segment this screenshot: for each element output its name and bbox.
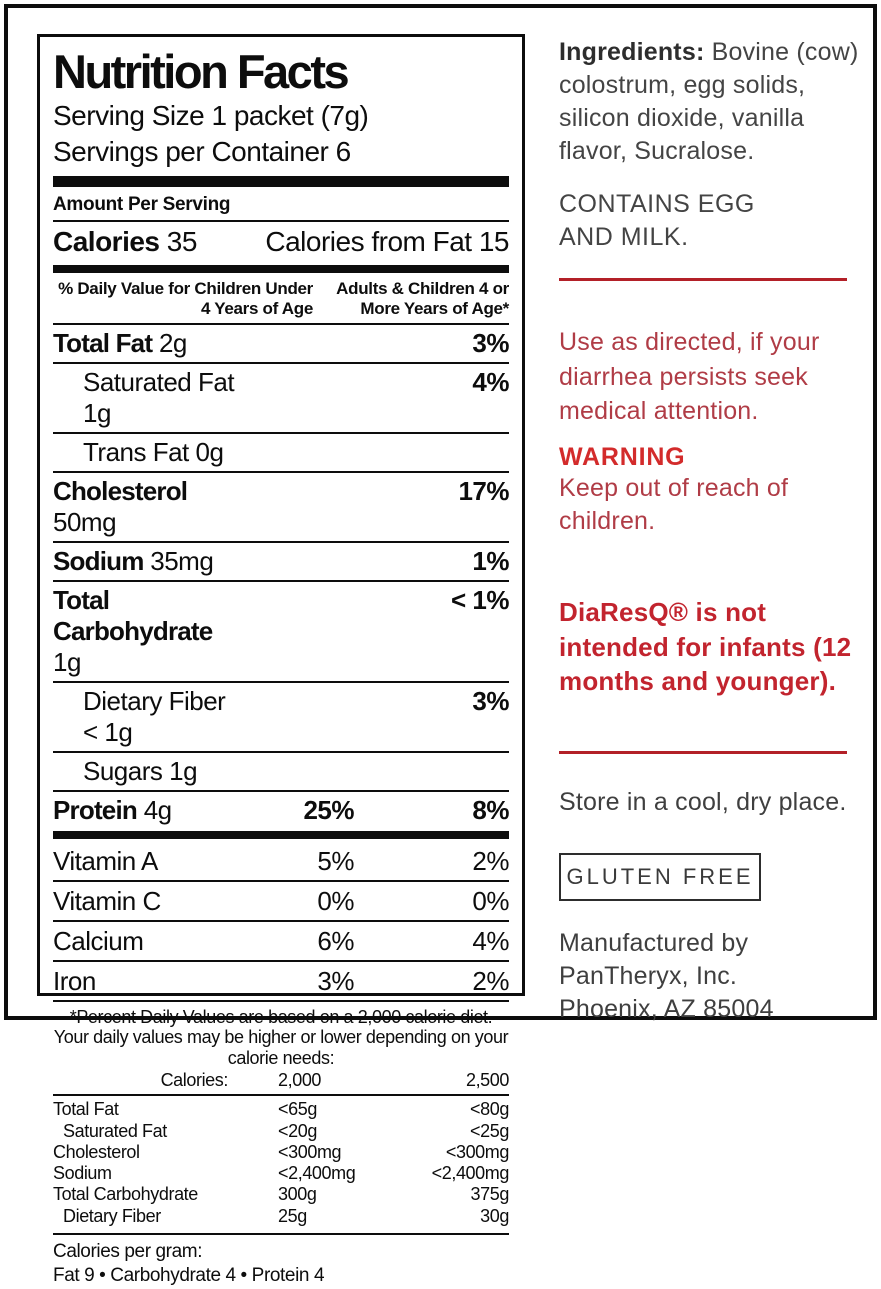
nutrient-label: Cholesterol [53, 475, 188, 506]
row-trans-fat [53, 434, 509, 473]
nutrient-amount: 50mg [53, 506, 117, 537]
warning-text: Keep out of reach of children. [559, 473, 789, 536]
calories-per-gram-values: Fat 9 • Carbohydrate 4 • Protein 4 [53, 1265, 325, 1287]
allergen-statement [559, 188, 859, 254]
row-dietary-fiber [53, 683, 509, 753]
row-total-fat [53, 325, 509, 364]
pct-children: 5% [317, 845, 354, 876]
nutrient-label: Total Carbohydrate [53, 584, 213, 646]
ref-row-total-carbohydrate: Total Carbohydrate 300g 375g [53, 1184, 509, 1205]
daily-value-column-headers [53, 276, 509, 324]
ref-row-sodium: Sodium <2,400mg <2,400mg [53, 1163, 509, 1184]
ingredients-paragraph [559, 36, 859, 168]
nutrient-amount: 2g [158, 327, 187, 358]
row-protein [53, 792, 509, 829]
pct-adults: 2% [472, 965, 509, 996]
allergen-line: AND MILK. [559, 223, 689, 251]
vitamin-label: Calcium [53, 925, 144, 956]
nutrient-label: Total Fat [53, 327, 153, 358]
manufacturer-line: PanTheryx, Inc. [559, 961, 738, 990]
row-cholesterol [53, 473, 509, 543]
reference-table-header [53, 1070, 509, 1096]
pct-children: 3% [317, 965, 354, 996]
calories-value: 35 [166, 226, 197, 258]
info-panel [559, 36, 859, 1026]
nutrient-amount: 0g [195, 436, 224, 467]
row-sugars [53, 753, 509, 792]
warning-title: WARNING [559, 442, 686, 471]
pct-adults: < 1% [451, 584, 509, 615]
pct-adults: 3% [472, 685, 509, 716]
pct-children: 25% [303, 794, 354, 825]
ref-row-saturated-fat: Saturated Fat <20g <25g [63, 1120, 509, 1141]
row-vitamin-c [53, 882, 509, 922]
nutrient-amount: < 1g [83, 716, 133, 747]
pct-adults: 4% [472, 925, 509, 956]
nutrient-label: Dietary Fiber [83, 685, 226, 716]
nutrient-amount: 1g [83, 397, 111, 428]
storage-instructions: Store in a cool, dry place. [559, 787, 847, 816]
infant-notice: DiaResQ® is not intended for infants (12 months and younger). [559, 597, 852, 697]
ref-row-dietary-fiber: Dietary Fiber 25g 30g [63, 1205, 509, 1226]
ingredients-label: Ingredients: [559, 38, 705, 66]
divider-thick-top [53, 176, 509, 187]
nutrient-label: Sugars [83, 755, 163, 786]
nutrient-label: Protein [53, 794, 137, 825]
calories-per-gram-label: Calories per gram: [53, 1240, 203, 1262]
amount-per-serving-label: Amount Per Serving [53, 192, 509, 222]
servings-per-container: Servings per Container 6 [53, 136, 351, 168]
pct-adults: 3% [472, 327, 509, 358]
pct-adults: 4% [472, 366, 509, 397]
divider-medium-2 [53, 831, 509, 839]
nutrient-label: Trans Fat [83, 436, 189, 467]
ref-calories-label: Calories: [160, 1070, 228, 1091]
calories-from-fat: Calories from Fat 15 [265, 226, 509, 258]
ref-row-total-fat: Total Fat <65g <80g [53, 1099, 509, 1120]
calories-row [53, 222, 509, 263]
row-iron [53, 962, 509, 1002]
nutrient-amount: 4g [143, 794, 172, 825]
row-calcium [53, 922, 509, 962]
red-divider [559, 751, 847, 754]
row-vitamin-a [53, 842, 509, 882]
nutrient-amount: 1g [53, 646, 81, 677]
pct-children: 0% [317, 885, 354, 916]
nutrient-amount: 35mg [150, 545, 214, 576]
pct-adults: 17% [458, 475, 509, 506]
calories-per-gram [53, 1233, 509, 1289]
label-page [4, 4, 877, 1287]
gluten-free-badge: GLUTEN FREE [559, 853, 761, 901]
column-header-adults: Adults & Children 4 or More Years of Age* [336, 279, 509, 318]
row-saturated-fat [53, 364, 509, 434]
calories-label-value [53, 226, 197, 258]
column-header-children: % Daily Value for Children Under 4 Years of Age [58, 279, 313, 318]
row-total-carbohydrate [53, 582, 509, 683]
serving-size: Serving Size 1 packet (7g) [53, 100, 369, 132]
pct-children: 6% [317, 925, 354, 956]
pct-adults: 0% [472, 885, 509, 916]
reference-values-table [53, 1070, 509, 1227]
nutrient-label: Saturated Fat [83, 366, 235, 397]
manufacturer-line: Manufactured by [559, 928, 749, 957]
ref-2500-col: 2,500 [465, 1070, 509, 1091]
nutrition-facts-panel [37, 34, 525, 1287]
allergen-line: CONTAINS EGG [559, 190, 755, 218]
row-sodium [53, 543, 509, 582]
daily-values-footnote: *Percent Daily Values are based on a 2,000 calorie diet. Your daily values may be higher or lower depending on your calorie needs: [53, 1006, 509, 1069]
pct-adults: 8% [472, 794, 509, 825]
ingredients-text: Bovine (cow) colostrum, egg solids, silicon dioxide, vanilla flavor, Sucralose. [559, 38, 859, 165]
manufacturer-info [559, 927, 859, 1027]
calories-label: Calories [53, 226, 160, 258]
divider-medium [53, 265, 509, 273]
vitamin-label: Vitamin C [53, 885, 161, 916]
red-divider [559, 278, 847, 281]
vitamin-label: Iron [53, 965, 96, 996]
pct-adults: 1% [472, 545, 509, 576]
ref-2000-col: 2,000 [278, 1070, 322, 1091]
vitamin-label: Vitamin A [53, 845, 158, 876]
pct-adults: 2% [472, 845, 509, 876]
manufacturer-line: Phoenix, AZ 85004 [559, 995, 774, 1024]
directions-text: Use as directed, if your diarrhea persists seek medical attention. [559, 328, 820, 425]
ref-row-cholesterol: Cholesterol <300mg <300mg [53, 1141, 509, 1162]
nutrient-amount: 1g [169, 755, 198, 786]
nutrition-facts-title: Nutrition Facts [53, 45, 348, 98]
nutrient-label: Sodium [53, 545, 144, 576]
